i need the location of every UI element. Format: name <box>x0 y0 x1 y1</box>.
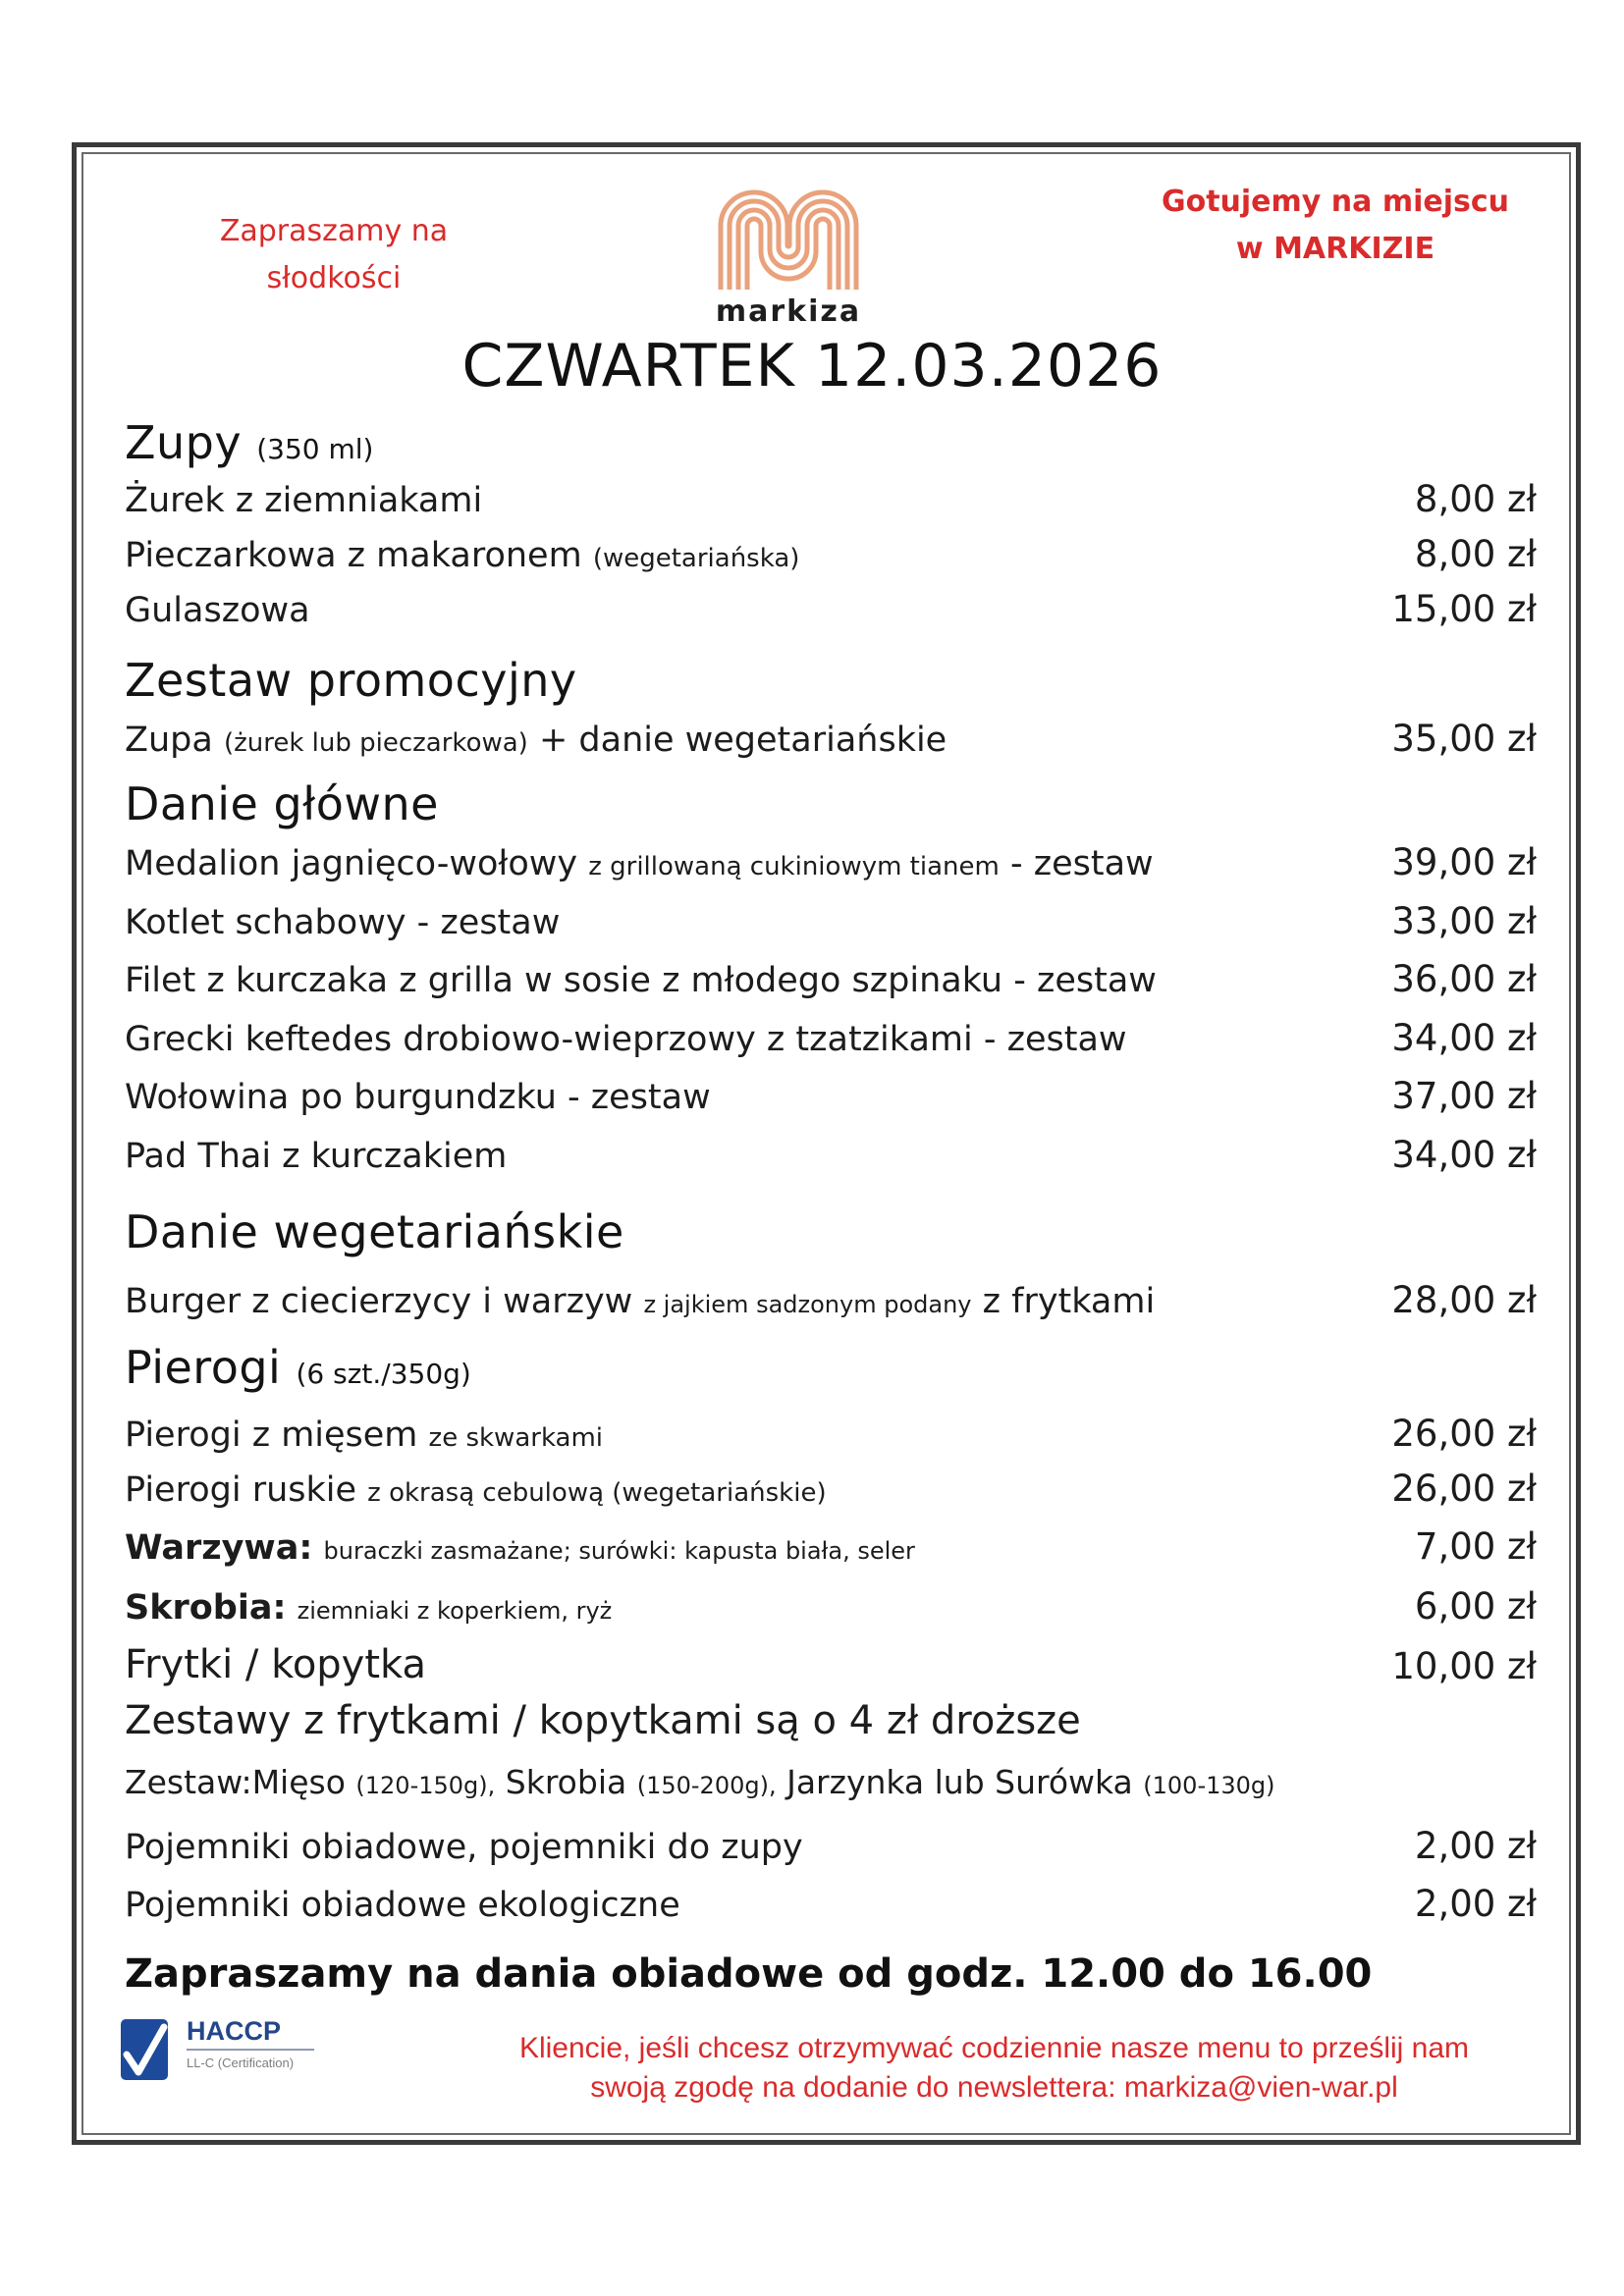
item-price: 36,00 zł <box>1391 958 1537 1000</box>
item-price: 2,00 zł <box>1414 1883 1537 1925</box>
composition-meat: Zestaw:Mięso <box>125 1763 346 1801</box>
haccp-subtitle: LL-C (Certification) <box>187 2056 295 2070</box>
section-title-pierogi <box>125 1341 471 1394</box>
surcharge-text: Zestawy z frytkami / kopytkami są o 4 zł droższe <box>125 1698 1081 1743</box>
item-price: 33,00 zł <box>1391 900 1537 942</box>
item-name: Filet z kurczaka z grilla w sosie z młodego szpinaku - zestaw <box>125 961 1157 1000</box>
cooking-note-line-1: Gotujemy na miejscu <box>1161 185 1510 219</box>
newsletter-line-2[interactable]: swoją zgodę na dodanie do newslettera: markiza@vien-war.pl <box>590 2071 1398 2104</box>
section-title-vegetarian: Danie wegetariańskie <box>125 1205 624 1258</box>
item-name <box>125 1282 1155 1321</box>
sweets-invitation-note <box>177 208 491 302</box>
menu-item <box>125 1135 1537 1184</box>
side-detail: buraczki zasmażane; surówki: kapusta biała, seler <box>323 1537 915 1565</box>
item-name <box>125 1588 612 1628</box>
item-name <box>125 721 947 760</box>
item-price: 35,00 zł <box>1391 718 1537 760</box>
item-suffix: - zestaw <box>1009 844 1154 883</box>
item-detail: z jajkiem sadzonym podany <box>643 1291 972 1318</box>
item-name-main: Burger z ciecierzycy i warzyw <box>125 1282 633 1321</box>
item-name: Żurek z ziemniakami <box>125 481 483 520</box>
item-price: 6,00 zł <box>1414 1585 1537 1628</box>
item-name <box>125 536 799 575</box>
menu-item <box>125 1414 1537 1463</box>
haccp-check-icon <box>121 2019 168 2080</box>
item-price: 10,00 zł <box>1391 1645 1537 1687</box>
item-name <box>125 1470 827 1510</box>
sets-surcharge-note <box>125 1698 1537 1751</box>
cooking-on-site-note <box>1149 179 1522 273</box>
menu-item <box>125 719 1537 768</box>
cooking-note-line-2: w MARKIZIE <box>1235 232 1435 266</box>
item-name: Pojemniki obiadowe, pojemniki do zupy <box>125 1828 803 1867</box>
item-name: Grecki keftedes drobiowo-wieprzowy z tzatzikami - zestaw <box>125 1020 1127 1059</box>
item-price: 26,00 zł <box>1391 1468 1537 1510</box>
section-title-main: Danie główne <box>125 777 439 830</box>
item-name <box>125 1415 603 1455</box>
item-name <box>125 1528 915 1568</box>
menu-date-title: CZWARTEK 12.03.2026 <box>461 332 1163 400</box>
newsletter-note <box>432 2029 1556 2108</box>
container-item <box>125 1884 1537 1933</box>
menu-item <box>125 901 1537 950</box>
item-price: 15,00 zł <box>1391 588 1537 630</box>
haccp-divider <box>187 2049 314 2051</box>
section-soups-note: (350 ml) <box>256 433 374 465</box>
set-composition-note <box>125 1760 1537 1809</box>
side-item <box>125 1586 1537 1635</box>
side-label: Skrobia: <box>125 1588 287 1628</box>
menu-item <box>125 959 1537 1008</box>
item-suffix: z frytkami <box>982 1282 1156 1321</box>
item-name-main: Pierogi z mięsem <box>125 1415 418 1455</box>
composition-meat-weight: (120-150g), <box>355 1772 496 1799</box>
item-price: 7,00 zł <box>1414 1525 1537 1568</box>
brand-name: markiza <box>715 294 862 329</box>
menu-item <box>125 479 1537 528</box>
item-price: 34,00 zł <box>1391 1134 1537 1176</box>
item-detail: (żurek lub pieczarkowa) <box>223 728 528 758</box>
item-name: Pojemniki obiadowe ekologiczne <box>125 1886 680 1925</box>
sweets-note-line-2: słodkości <box>266 261 402 295</box>
markiza-m-logo-icon <box>715 187 862 290</box>
composition-text <box>125 1763 1275 1801</box>
menu-item <box>125 842 1537 891</box>
item-price: 37,00 zł <box>1391 1075 1537 1117</box>
sweets-note-line-1: Zapraszamy na <box>219 214 449 248</box>
item-name <box>125 844 1154 883</box>
item-name: Gulaszowa <box>125 591 310 630</box>
section-title-promo: Zestaw promocyjny <box>125 654 577 707</box>
newsletter-line-1: Kliencie, jeśli chcesz otrzymywać codziennie nasze menu to prześlij nam <box>518 2032 1470 2064</box>
lunch-hours-note: Zapraszamy na dania obiadowe od godz. 12.00 do 16.00 <box>125 1951 1373 1997</box>
item-price: 2,00 zł <box>1414 1825 1537 1867</box>
item-name-main: Pierogi ruskie <box>125 1470 357 1510</box>
item-price: 26,00 zł <box>1391 1413 1537 1455</box>
item-price: 39,00 zł <box>1391 841 1537 883</box>
item-name: Frytki / kopytka <box>125 1642 427 1687</box>
item-name-main: Pieczarkowa z makaronem <box>125 536 582 575</box>
side-detail: ziemniaki z koperkiem, ryż <box>297 1597 613 1625</box>
section-title-soups <box>125 416 373 469</box>
menu-item <box>125 1468 1537 1518</box>
item-name: Wołowina po burgundzku - zestaw <box>125 1078 711 1117</box>
haccp-title: HACCP <box>187 2016 282 2046</box>
item-name: Kotlet schabowy - zestaw <box>125 903 561 942</box>
menu-item <box>125 534 1537 583</box>
composition-starch: Skrobia <box>505 1763 627 1801</box>
side-item <box>125 1642 1537 1695</box>
side-item <box>125 1526 1537 1575</box>
item-price: 34,00 zł <box>1391 1017 1537 1059</box>
composition-veg: Jarzynka lub Surówka <box>786 1763 1133 1801</box>
item-price: 8,00 zł <box>1414 533 1537 575</box>
section-pierogi-label: Pierogi <box>125 1341 282 1394</box>
side-label: Warzywa: <box>125 1528 313 1568</box>
item-price: 28,00 zł <box>1391 1279 1537 1321</box>
menu-item <box>125 589 1537 638</box>
item-name-main: Zupa <box>125 721 213 760</box>
item-price: 8,00 zł <box>1414 478 1537 520</box>
menu-item <box>125 1076 1537 1125</box>
section-pierogi-note: (6 szt./350g) <box>296 1358 471 1390</box>
item-name-main: Medalion jagnięco-wołowy <box>125 844 578 883</box>
composition-veg-weight: (100-130g) <box>1143 1772 1275 1799</box>
item-suffix: + danie wegetariańskie <box>538 721 947 760</box>
item-detail: ze skwarkami <box>428 1423 604 1453</box>
menu-item <box>125 1018 1537 1067</box>
section-soups-label: Zupy <box>125 416 243 469</box>
menu-item <box>125 1280 1537 1329</box>
item-detail: (wegetariańska) <box>592 544 800 573</box>
item-name: Pad Thai z kurczakiem <box>125 1137 508 1176</box>
item-detail: z okrasą cebulową (wegetariańskie) <box>367 1478 827 1508</box>
container-item <box>125 1826 1537 1875</box>
item-detail: z grillowaną cukiniowym tianem <box>588 852 1000 881</box>
composition-starch-weight: (150-200g), <box>636 1772 777 1799</box>
